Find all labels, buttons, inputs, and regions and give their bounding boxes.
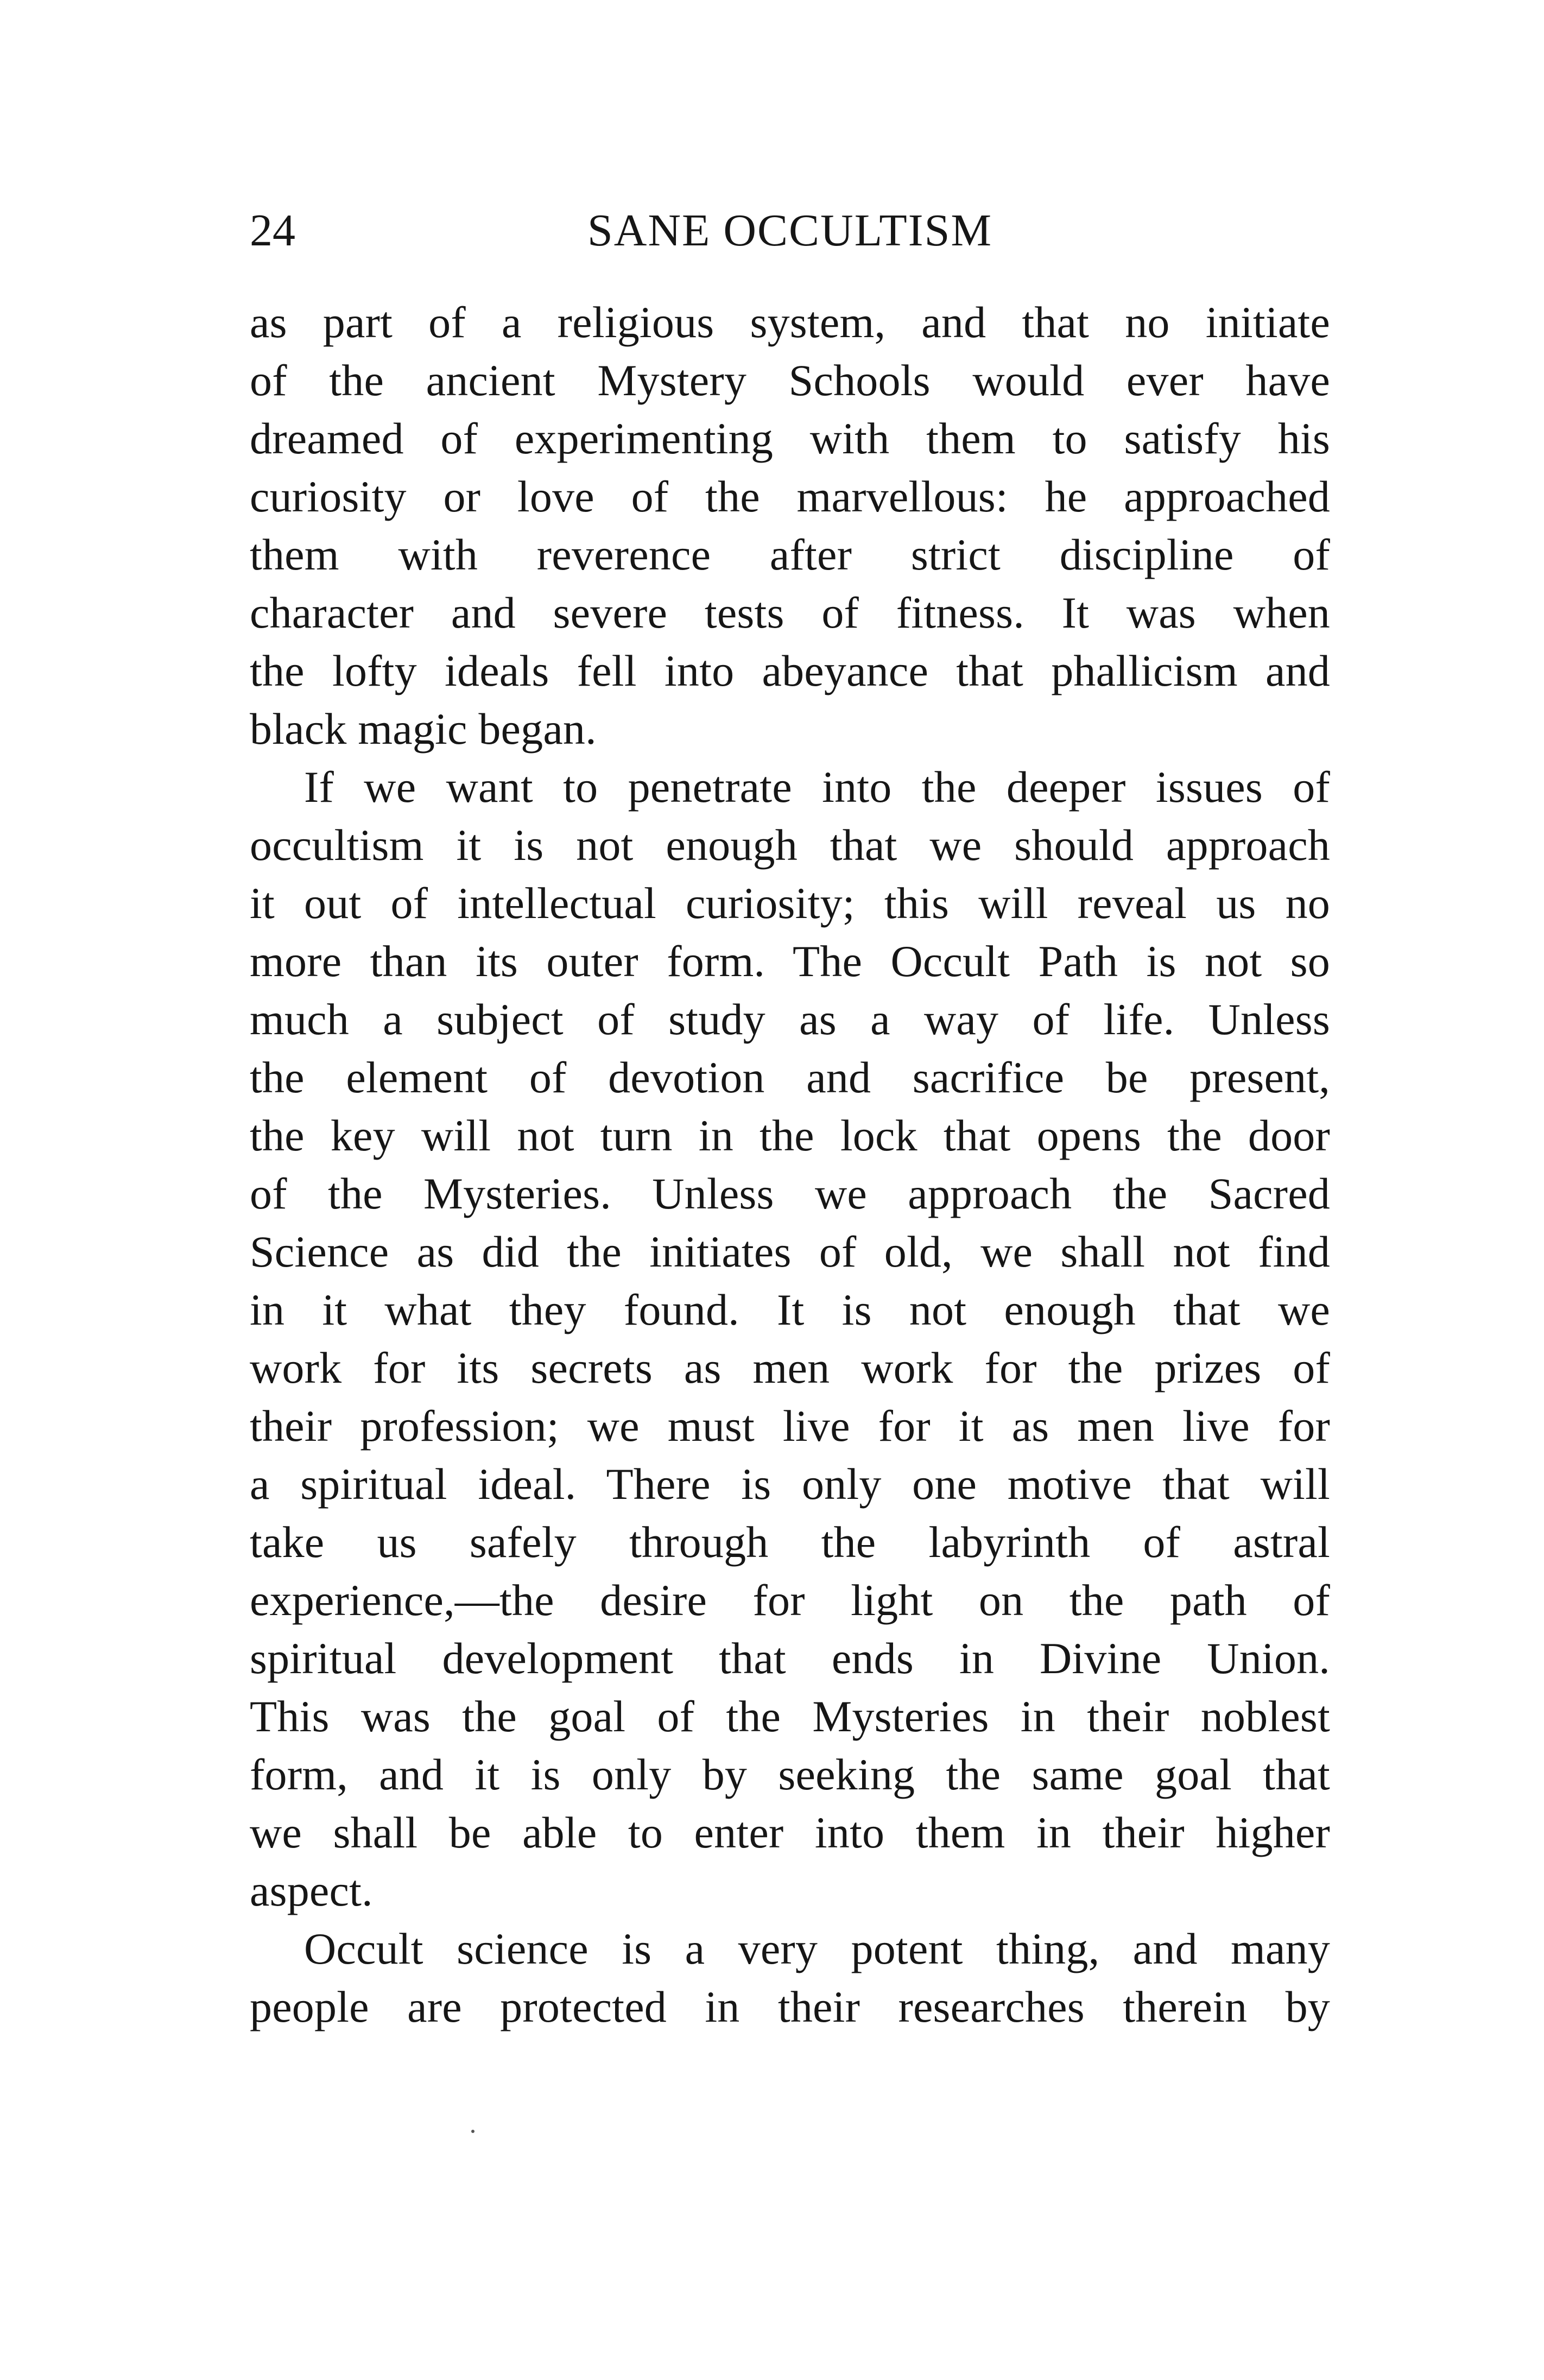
paragraph-first-line: If we want to penetrate into the deeper issues of [304,762,1330,812]
paragraph-first-line: Occult science is a very potent thing, and many [304,1924,1330,1973]
text-line: people are protected in their researches therein by [250,1982,1330,2031]
text-line: curiosity or love of the marvellous: he approached [250,472,1330,521]
text-line: much a subject of study as a way of life. Unless [250,995,1330,1044]
text-line: the element of devotion and sacrifice be present, [250,1053,1330,1102]
text-line: as part of a religious system, and that no initiate [250,298,1330,347]
text-line: in it what they found. It is not enough that we [250,1285,1330,1334]
body-text [250,293,1330,2036]
text-line: more than its outer form. The Occult Path is not so [250,936,1330,986]
text-line: black magic began. [250,704,597,754]
running-title: SANE OCCULTISM [587,205,993,256]
text-line: it out of intellectual curiosity; this will reveal us no [250,878,1330,928]
page-number: 24 [250,205,295,256]
ink-speck [471,2130,474,2133]
text-line: This was the goal of the Mysteries in their noblest [250,1692,1330,1741]
text-line: their profession; we must live for it as men live for [250,1401,1330,1451]
text-line: of the ancient Mystery Schools would ever have [250,356,1330,405]
text-line: spiritual development that ends in Divine Union. [250,1634,1330,1683]
text-line: character and severe tests of fitness. It was when [250,588,1330,637]
text-line: dreamed of experimenting with them to satisfy his [250,414,1330,463]
page-header [250,201,1330,261]
text-line: we shall be able to enter into them in their higher [250,1808,1330,1857]
text-line: form, and it is only by seeking the same goal that [250,1750,1330,1799]
text-line: experience,—the desire for light on the path of [250,1575,1330,1625]
text-line: the lofty ideals fell into abeyance that phallicism and [250,646,1330,695]
text-line: Science as did the initiates of old, we shall not find [250,1227,1330,1276]
text-line: aspect. [250,1866,373,1915]
text-line: the key will not turn in the lock that opens the door [250,1111,1330,1160]
text-line: of the Mysteries. Unless we approach the Sacred [250,1169,1330,1218]
text-line: occultism it is not enough that we should approach [250,820,1330,870]
text-line: work for its secrets as men work for the prizes of [250,1343,1330,1392]
text-line: a spiritual ideal. There is only one motive that will [250,1459,1330,1509]
text-line: take us safely through the labyrinth of astral [250,1517,1330,1567]
text-line: them with reverence after strict discipline of [250,530,1330,579]
